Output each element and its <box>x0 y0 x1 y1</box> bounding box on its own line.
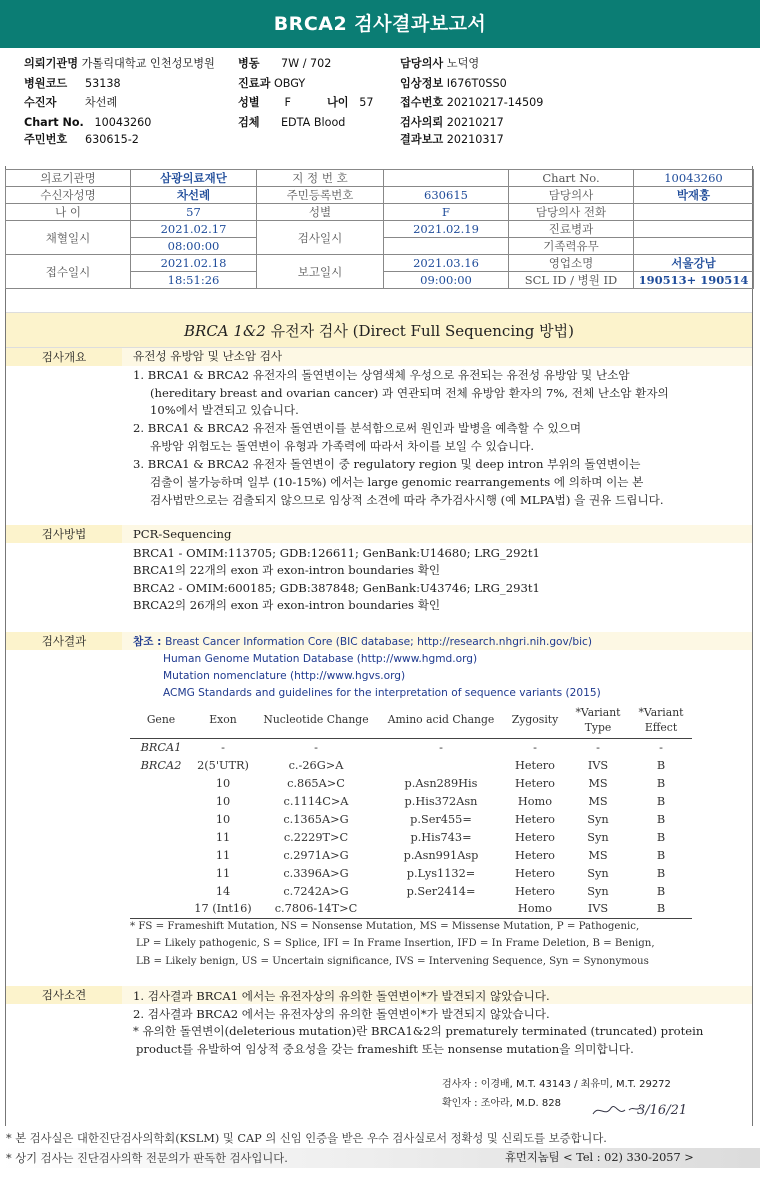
info-cell: 2021.02.18 <box>131 255 257 272</box>
variant-cell: - <box>439 740 443 754</box>
info-cell: 채혈일시 <box>6 221 131 255</box>
result-label: 검사결과 <box>6 632 122 650</box>
variant-cell: - <box>533 740 537 754</box>
column-header: *Variant Effect <box>630 702 692 738</box>
variant-cell: BRCA1 <box>140 740 182 754</box>
variant-cell: 17 (Int16) <box>192 900 254 918</box>
variant-row <box>130 756 692 774</box>
header-institution: 의뢰기관명 가톨릭대학교 인천성모병원 <box>24 57 215 70</box>
variant-row <box>130 882 692 900</box>
info-cell: F <box>384 204 509 221</box>
findings-line: product를 유발하여 임상적 중요성을 갖는 frameshift 또는 nonsense mutation을 의미합니다. <box>136 1042 634 1056</box>
header-specimen: 검체 EDTA Blood <box>238 116 346 129</box>
info-cell: 지 정 번 호 <box>257 170 384 187</box>
info-cell: 나 이 <box>6 204 131 221</box>
info-cell <box>384 170 509 187</box>
variant-cell <box>130 900 192 918</box>
info-cell: 담당의사 <box>509 187 634 204</box>
column-header: Gene <box>130 702 192 738</box>
variant-cell: 2(5'UTR) <box>197 758 249 772</box>
info-cell: Chart No. <box>509 170 634 187</box>
variant-row <box>130 900 692 918</box>
info-cell: 검사일시 <box>257 221 384 255</box>
variant-cell: c.1365A>G <box>283 812 349 826</box>
variant-cell: 11 <box>215 866 231 880</box>
variant-cell: - <box>314 740 318 754</box>
variant-cell: - <box>659 740 663 754</box>
overview-line: 유방암 위험도는 돌연변이 유형과 가족력에 따라서 차이를 보일 수 있습니다. <box>150 439 535 453</box>
variant-cell <box>130 792 192 810</box>
footer-accreditation: * 본 검사실은 대한진단검사의학회(KSLM) 및 CAP 의 신임 인증을 받은 우수 검사실로서 정확성 및 신뢰도를 보증합니다. <box>6 1132 607 1145</box>
variant-cell: p.Asn991Asp <box>403 848 479 862</box>
column-header: Nucleotide Change <box>254 702 378 738</box>
variant-cell: c.1114C>A <box>283 794 349 808</box>
method-line: PCR-Sequencing <box>133 527 232 541</box>
variant-cell: c.2229T>C <box>283 830 349 844</box>
variant-rows <box>130 738 692 918</box>
info-cell: 2021.02.17 <box>131 221 257 238</box>
variant-cell: c.865A>C <box>287 776 345 790</box>
info-cell <box>384 238 509 255</box>
info-cell: 주민등록번호 <box>257 187 384 204</box>
variant-row <box>130 738 692 756</box>
variant-cell: B <box>656 758 666 772</box>
variant-cell <box>130 882 192 900</box>
variant-cell: Hetero <box>515 830 555 844</box>
info-cell: 담당의사 전화 <box>509 204 634 221</box>
overview-heading: 유전성 유방암 및 난소암 검사 <box>133 349 283 363</box>
reference-line: ACMG Standards and guidelines for the interpretation of sequence variants (2015) <box>163 687 601 699</box>
variant-cell <box>378 900 504 918</box>
info-cell: 보고일시 <box>257 255 384 289</box>
report-title: BRCA2 검사결과보고서 <box>273 13 487 35</box>
footnote-line: LB = Likely benign, US = Uncertain significance, IVS = Intervening Sequence, Syn = Synonymous <box>136 956 649 967</box>
footer-contact: 휴먼지놈팀 < Tel : 02) 330-2057 > <box>505 1151 694 1164</box>
info-cell: 서울강남 <box>634 255 754 272</box>
variant-cell: c.2971A>G <box>283 848 349 862</box>
info-cell: 박재홍 <box>634 187 754 204</box>
info-cell: SCL ID / 병원 ID <box>509 272 634 289</box>
variant-cell <box>130 774 192 792</box>
variant-cell: B <box>630 900 692 918</box>
variant-cell <box>130 864 192 882</box>
header-patient: 수진자 차선례 <box>24 96 118 109</box>
info-cell: 57 <box>131 204 257 221</box>
header-clinical-info: 임상정보 I676T0SS0 <box>400 77 507 90</box>
info-cell: 18:51:26 <box>131 272 257 289</box>
header-request-date: 검사의뢰 20210217 <box>400 116 504 129</box>
header-report-date: 결과보고 20210317 <box>400 133 504 146</box>
info-cell: 영업소명 <box>509 255 634 272</box>
variant-cell: B <box>656 884 666 898</box>
variant-row <box>130 864 692 882</box>
variant-cell: Homo <box>517 794 553 808</box>
variant-cell <box>130 810 192 828</box>
variant-cell: 10 <box>215 812 231 826</box>
variant-cell: p.His743= <box>410 830 472 844</box>
variant-cell: c.7806-14T>C <box>254 900 378 918</box>
footnote-line: * FS = Frameshift Mutation, NS = Nonsense Mutation, MS = Missense Mutation, P = Pathogenic, <box>130 921 640 932</box>
column-header: Exon <box>192 702 254 738</box>
header-accession-no: 접수번호 20210217-14509 <box>400 96 544 109</box>
variant-cell: p.Asn289His <box>404 776 478 790</box>
variant-row <box>130 810 692 828</box>
variant-cell: B <box>656 866 666 880</box>
footer-reviewed: * 상기 검사는 진단검사의학 전문의가 판독한 검사입니다. <box>6 1152 288 1165</box>
variant-cell: Hetero <box>515 848 555 862</box>
reference-line: Mutation nomenclature (http://www.hgvs.org) <box>163 670 406 682</box>
variant-cell: Syn <box>587 884 609 898</box>
footnote-line: LP = Likely pathogenic, S = Splice, IFI = In Frame Insertion, IFD = In Frame Deletion, B = Benign, <box>136 938 655 949</box>
variant-row <box>130 792 692 810</box>
header-age: 나이 57 <box>327 96 374 109</box>
header-ward: 병동 7W / 702 <box>238 57 332 70</box>
header-sex: 성별 F <box>238 96 291 109</box>
info-cell: 10043260 <box>634 170 754 187</box>
variant-cell: 11 <box>215 848 231 862</box>
info-cell: 기족력유무 <box>509 238 634 255</box>
variant-cell: IVS <box>566 900 630 918</box>
variant-cell: Syn <box>587 812 609 826</box>
header-resident-no: 주민번호 630615-2 <box>24 133 139 146</box>
info-cell: 성별 <box>257 204 384 221</box>
info-table <box>5 169 754 289</box>
variant-cell: B <box>656 812 666 826</box>
tester: 검사자 : 이경배, M.T. 43143 / 최유미, M.T. 29272 <box>442 1079 671 1090</box>
variant-cell: c.3396A>G <box>283 866 349 880</box>
report-title-bar <box>0 0 760 48</box>
variant-cell: Hetero <box>515 884 555 898</box>
variant-cell: B <box>656 776 666 790</box>
variant-row <box>130 828 692 846</box>
info-cell: 190513+ 190514 <box>634 272 754 289</box>
variant-cell: p.His372Asn <box>404 794 478 808</box>
info-cell: 2021.03.16 <box>384 255 509 272</box>
header-chart-no: Chart No. 10043260 <box>24 116 152 129</box>
header-hospital-code: 병원코드 53138 <box>24 77 121 90</box>
info-cell: 수신자성명 <box>6 187 131 204</box>
method-line: BRCA1 - OMIM:113705; GDB:126611; GenBank:U14680; LRG_292t1 <box>133 546 540 560</box>
findings-line: 1. 검사결과 BRCA1 에서는 유전자상의 유의한 돌연변이*가 발견되지 않았습니다. <box>133 989 550 1003</box>
variant-cell: p.Lys1132= <box>406 866 476 880</box>
variant-cell: Hetero <box>515 758 555 772</box>
variant-cell: p.Ser2414= <box>406 884 476 898</box>
overview-line: 검출이 불가능하며 일부 (10-15%) 에서는 large genomic rearrangements 에 의하며 이는 본 <box>150 475 644 489</box>
variant-cell: c.-26G>A <box>288 758 344 772</box>
variant-cell: Syn <box>587 866 609 880</box>
variant-row <box>130 846 692 864</box>
variant-cell: c.7242A>G <box>283 884 349 898</box>
variant-cell: 10 <box>215 794 231 808</box>
findings-line: * 유의한 돌연변이(deleterious mutation)란 BRCA1&2의 prematurely terminated (truncated) protein <box>133 1024 704 1038</box>
variant-cell: 11 <box>215 830 231 844</box>
method-line: BRCA2의 26개의 exon 과 exon-intron boundaries 확인 <box>133 598 441 612</box>
variant-cell: B <box>656 794 666 808</box>
info-cell: 08:00:00 <box>131 238 257 255</box>
variant-cell: MS <box>588 794 608 808</box>
variant-cell: MS <box>588 848 608 862</box>
overview-line: (hereditary breast and ovarian cancer) 과 연관되며 전체 유방암 환자의 7%, 전체 난소암 환자의 <box>150 386 669 400</box>
variant-cell: Hetero <box>515 776 555 790</box>
info-cell: 진료병과 <box>509 221 634 238</box>
reference-line: Human Genome Mutation Database (http://www.hgmd.org) <box>163 653 478 665</box>
handwritten-signature <box>585 1092 705 1126</box>
overview-label: 검사개요 <box>6 348 122 366</box>
variant-cell: IVS <box>587 758 609 772</box>
variant-cell <box>378 756 504 774</box>
variant-cell: - <box>221 740 225 754</box>
variant-cell: BRCA2 <box>140 758 182 772</box>
info-cell: 의료기관명 <box>6 170 131 187</box>
info-cell <box>634 204 754 221</box>
overview-line: 검사법만으로는 검출되지 않으므로 임상적 소견에 따라 추가검사시행 (예 MLPA법) 을 권유 드립니다. <box>150 493 664 507</box>
info-cell: 삼광의료재단 <box>131 170 257 187</box>
variant-cell: MS <box>588 776 608 790</box>
variant-cell: Homo <box>504 900 566 918</box>
method-line: BRCA2 - OMIM:600185; GDB:387848; GenBank:U43746; LRG_293t1 <box>133 581 540 595</box>
info-cell <box>634 238 754 255</box>
variant-cell: B <box>656 848 666 862</box>
method-label: 검사방법 <box>6 525 122 543</box>
variant-row <box>130 774 692 792</box>
info-cell: 차선례 <box>131 187 257 204</box>
header-doctor: 담당의사 노덕영 <box>400 57 480 70</box>
variant-cell: B <box>656 830 666 844</box>
reference-line: 참조 : Breast Cancer Information Core (BIC database; http://research.nhgri.nih.gov/bic) <box>133 636 592 648</box>
findings-line: 2. 검사결과 BRCA2 에서는 유전자상의 유의한 돌연변이*가 발견되지 않았습니다. <box>133 1007 550 1021</box>
column-header: Zygosity <box>504 702 566 738</box>
info-cell: 630615 <box>384 187 509 204</box>
variant-cell: 14 <box>215 884 231 898</box>
variant-cell <box>130 846 192 864</box>
info-cell <box>634 221 754 238</box>
overview-line: 1. BRCA1 & BRCA2 유전자의 돌연변이는 상염색체 우성으로 유전되는 유전성 유방암 및 난소암 <box>133 368 630 382</box>
variant-cell: - <box>596 740 600 754</box>
test-title: BRCA 1&2 유전자 검사 (Direct Full Sequencing 방법) <box>6 312 752 348</box>
info-cell: 2021.02.19 <box>384 221 509 238</box>
variant-cell: Hetero <box>515 866 555 880</box>
overview-line: 10%에서 발견되고 있습니다. <box>150 403 299 417</box>
method-line: BRCA1의 22개의 exon 과 exon-intron boundaries 확인 <box>133 563 441 577</box>
variant-cell: p.Ser455= <box>410 812 472 826</box>
header-department: 진료과 OBGY <box>238 77 306 90</box>
handwritten-date: 3/16/21 <box>637 1103 688 1118</box>
findings-label: 검사소견 <box>6 986 122 1004</box>
variant-cell: Syn <box>587 830 609 844</box>
overview-line: 2. BRCA1 & BRCA2 유전자 돌연변이를 분석함으로써 원인과 발병을 예측할 수 있으며 <box>133 421 582 435</box>
overview-line: 3. BRCA1 & BRCA2 유전자 돌연변이 중 regulatory region 및 deep intron 부위의 돌연변이는 <box>133 457 641 471</box>
info-cell: 접수일시 <box>6 255 131 289</box>
confirmer: 확인자 : 조아라, M.D. 828 <box>442 1098 561 1109</box>
column-header: *Variant Type <box>566 702 630 738</box>
variant-table <box>130 702 692 919</box>
variant-cell <box>130 828 192 846</box>
info-cell: 09:00:00 <box>384 272 509 289</box>
column-header: Amino acid Change <box>378 702 504 738</box>
variant-cell: 10 <box>215 776 231 790</box>
variant-cell: Hetero <box>515 812 555 826</box>
